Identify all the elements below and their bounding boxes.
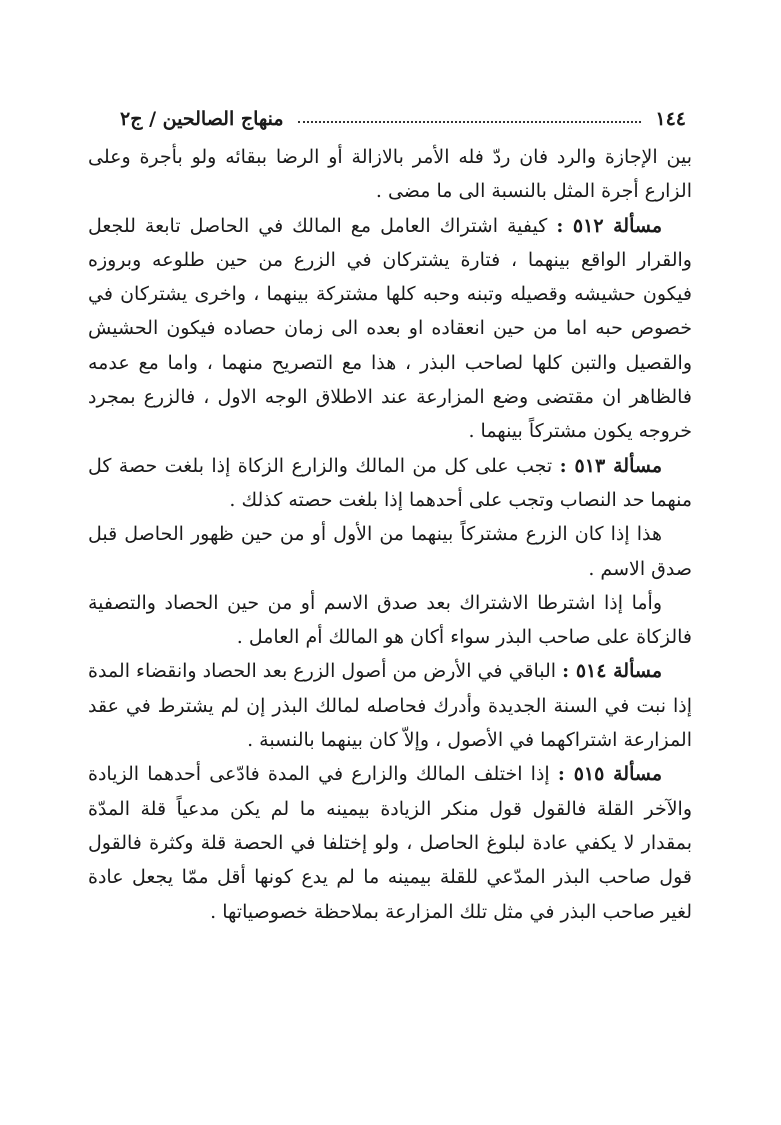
paragraph-text: الباقي في الأرض من أصول الزرع بعد الحصاد وانقضاء المدة إذا نبت في السنة الجديدة وأدرك فحاصله لمالك البذر إن لم يشترط في عقد المزارعة اشتراكهما في الأصول ، وإلاّ كان بينهما بالنسبة . <box>88 660 692 752</box>
paragraph-text: بين الإجازة والرد فان ردّ فله الأمر بالازالة أو الرضا ببقائه ولو بأجرة وعلى الزارع أجرة المثل بالنسبة الى ما مضى . <box>88 146 692 203</box>
page-number: ١٤٤ <box>655 108 686 130</box>
running-header <box>120 96 686 130</box>
paragraph-zakat-scope <box>88 517 692 586</box>
paragraph-zakat-condition <box>88 586 692 655</box>
paragraph-text: هذا إذا كان الزرع مشتركاً بينهما من الأول أو من حين ظهور الحاصل قبل صدق الاسم . <box>88 523 692 580</box>
issue-label: مسألة ٥١٥ : <box>557 763 662 786</box>
dotted-leader <box>298 121 642 123</box>
text-body <box>88 140 692 929</box>
paragraph-text: إذا اختلف المالك والزارع في المدة فادّعى أحدهما الزيادة والآخر القلة فالقول قول منكر الزيادة بيمينه ما لم يكن مدعياً قلة المدّة بمقدار لا يكفي عادة لبلوغ الحاصل ، ولو إختلفا في الحصة قلة وكثرة فالقول قول صاحب البذر المدّعي للقلة بيمينه ما لم يدع كونها أقل ممّا يجعل عادة لغير صاحب البذر في مثل تلك المزارعة بملاحظة خصوصياتها . <box>88 763 692 923</box>
paragraph-text: وأما إذا اشترطا الاشتراك بعد صدق الاسم أو من حين الحصاد والتصفية فالزكاة على صاحب البذر سواء أكان هو المالك أم العامل . <box>88 591 692 649</box>
issue-label: مسألة ٥١٤ : <box>562 660 662 683</box>
running-title: منهاج الصالحين / ج٢ <box>120 108 284 130</box>
paragraph-text: تجب على كل من المالك والزارع الزكاة إذا بلغت حصة كل منهما حد النصاب وتجب على أحدهما إذا بلغت حصته كذلك . <box>88 454 692 511</box>
paragraph-continuation <box>88 140 692 209</box>
issue-514 <box>88 654 692 757</box>
paragraph-text: كيفية اشتراك العامل مع المالك في الحاصل تابعة للجعل والقرار الواقع بينهما ، فتارة يشتركان في الزرع من حين طلوعه وبروزه فيكون حشيشه وقصيله وتبنه وحبه كلها مشتركة بينهما ، واخرى يشتركان في خصوص حبه اما من حين انعقاده او بعده الى زمان حصاده فيكون الحشيش والقصيل والتبن كلها لصاحب البذر ، هذا مع التصريح منهما ، واما مع عدمه فالظاهر ان مقتضى وضع المزارعة عند الاطلاق الوجه الاول ، فالزرع بمجرد خروجه يكون مشتركاً بينهما . <box>88 214 692 443</box>
issue-513 <box>88 449 692 518</box>
issue-label: مسألة ٥١٢ : <box>556 214 662 237</box>
issue-label: مسألة ٥١٣ : <box>559 454 662 477</box>
issue-515 <box>88 757 692 928</box>
issue-512 <box>88 209 692 449</box>
